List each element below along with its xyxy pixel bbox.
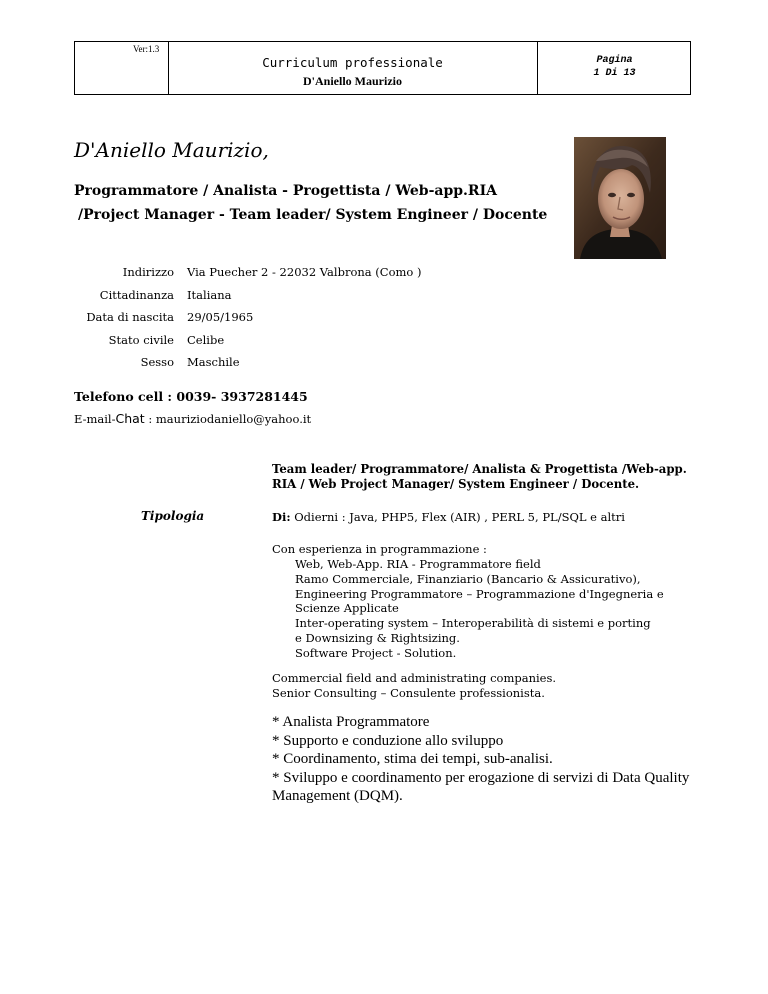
commercial-line-1: Commercial field and administrating companies. [272, 671, 557, 685]
commercial-block [272, 671, 556, 701]
list-item: * Sviluppo e coordinamento per erogazione di servizi di Data Quality Management (DQM). [272, 769, 690, 804]
page-label: Pagina [596, 55, 633, 66]
di-label: Di: [272, 510, 291, 524]
list-item: * Coordinamento, stima dei tempi, sub-analisi. [272, 751, 553, 767]
version-label: Ver:1.3 [133, 44, 160, 54]
list-item: e Downsizing & Rightsizing. [295, 630, 460, 645]
info-label-address: Indirizzo [122, 265, 174, 279]
list-item: Ramo Commerciale, Finanziario (Bancario & Assicurativo), [295, 571, 641, 586]
info-value-citizenship: Italiana [187, 288, 232, 302]
email-address: : mauriziodaniello@yahoo.it [144, 412, 312, 426]
tipologia-label: Tipologia [141, 509, 205, 523]
person-name: D'Aniello Maurizio, [74, 138, 269, 162]
document-title: Curriculum professionale [262, 55, 443, 70]
list-item: Scienze Applicate [295, 601, 399, 616]
email-line [74, 411, 311, 426]
list-item: Software Project - Solution. [295, 645, 457, 660]
email-chat: Chat [115, 411, 145, 426]
list-item: * Analista Programmatore [272, 714, 430, 730]
list-item: Inter-operating system – Interoperabilità di sistemi e porting [295, 616, 651, 631]
info-label-marital-status: Stato civile [108, 333, 174, 347]
info-label-sex: Sesso [140, 355, 174, 369]
email-prefix: E-mail- [74, 412, 116, 426]
list-item: Web, Web-App. RIA - Programmatore field [295, 557, 541, 571]
technologies-text: Odierni : Java, PHP5, Flex (AIR) , PERL 5, PL/SQL e altri [290, 510, 625, 524]
profile-summary: Team leader/ Programmatore/ Analista & Progettista /Web-app. RIA / Web Project Manager/ System Engineer / Docente. [272, 462, 687, 491]
profile-photo [574, 137, 666, 259]
role-line-1: Programmatore / Analista - Progettista / Web-app.RIA [74, 183, 497, 199]
technologies-line [272, 510, 625, 524]
header-name: D'Aniello Maurizio [303, 74, 402, 88]
commercial-line-2: Senior Consulting – Consulente professionista. [272, 686, 545, 700]
info-value-address: Via Puecher 2 - 22032 Valbrona (Como ) [187, 265, 422, 279]
skills-bullet-list [272, 713, 692, 806]
info-value-birthdate: 29/05/1965 [187, 310, 254, 324]
phone-number: Telefono cell : 0039- 3937281445 [74, 389, 308, 404]
role-line-2: /Project Manager - Team leader/ System Engineer / Docente [78, 207, 548, 223]
portrait-image [574, 137, 666, 259]
page-number: 1 Di 13 [593, 68, 636, 79]
header-version-cell [75, 42, 169, 94]
info-label-citizenship: Cittadinanza [99, 288, 174, 302]
experience-list [295, 557, 675, 661]
list-item: * Supporto e conduzione allo sviluppo [272, 732, 504, 749]
page-header [74, 41, 691, 95]
experience-intro: Con esperienza in programmazione : [272, 542, 487, 556]
info-value-sex: Maschile [187, 355, 240, 369]
list-item: Engineering Programmatore – Programmazione d'Ingegneria e [295, 586, 664, 601]
info-value-marital-status: Celibe [187, 333, 225, 347]
header-page-cell [537, 42, 691, 94]
info-label-birthdate: Data di nascita [86, 310, 174, 324]
